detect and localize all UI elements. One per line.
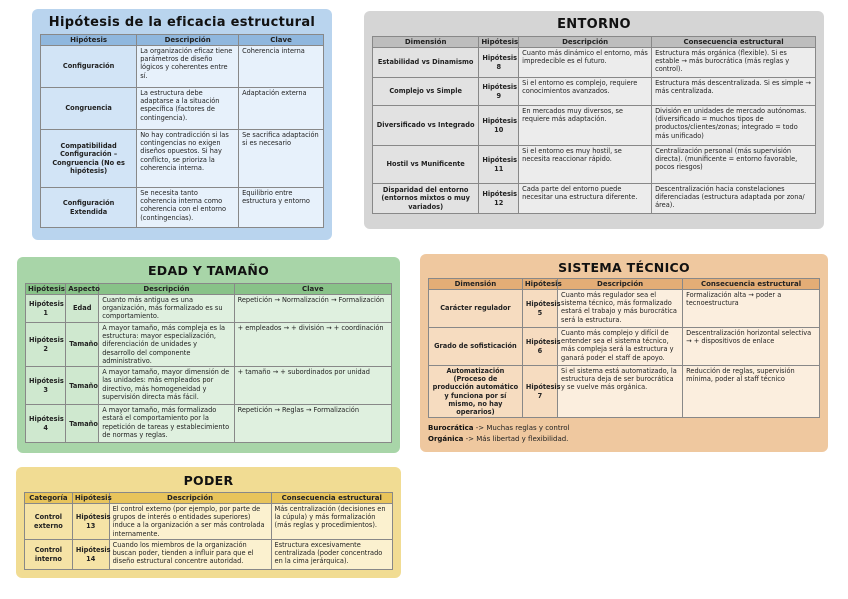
note-line [428,423,820,433]
row-label: Congruencia [41,88,137,130]
row-label: Hostil vs Munificente [373,146,479,184]
row-consequence: Más centralización (decisiones en la cúpula) y más formalización (más reglas y procedimientos). [271,504,392,540]
row-hypothesis: Hipótesis 14 [72,540,109,570]
entorno-title: ENTORNO [557,17,631,32]
col-header: Descripción [109,493,271,504]
hipotesis-card [32,9,332,240]
row-hypothesis: Hipótesis 12 [479,184,519,214]
poder-table [24,492,393,570]
col-header: Descripción [137,35,239,46]
row-consequence: Centralización personal (más supervisión directa). (munificente = entorno favorable, pocos riesgos) [652,146,816,184]
row-label: Diversificado vs Integrado [373,106,479,146]
row-description: La organización eficaz tiene parámetros de diseño lógicos y coherentes entre sí. [137,46,239,88]
col-header: Clave [234,284,391,295]
table-row [26,323,392,367]
row-label: Control interno [25,540,73,570]
note-line [428,434,820,444]
row-key: Coherencia interna [239,46,324,88]
row-hypothesis: Hipótesis 6 [522,328,557,366]
edad-card [17,257,400,453]
row-label: Estabilidad vs Dinamismo [373,48,479,78]
row-description: Se necesita tanto coherencia interna como coherencia con el entorno (contingencias). [137,188,239,228]
table-row [429,366,820,418]
sistema-notes [428,423,820,443]
poder-title: PODER [183,473,234,488]
col-header: Aspecto [66,284,99,295]
table-row [429,290,820,328]
row-label: Edad [66,295,99,323]
col-header: Descripción [519,37,652,48]
col-header: Hipótesis [26,284,66,295]
row-label: Complejo vs Simple [373,78,479,106]
table-row [373,48,816,78]
col-header: Descripción [99,284,234,295]
col-header: Descripción [558,279,683,290]
note-text: -> Muchas reglas y control [475,424,570,433]
row-key: Adaptación externa [239,88,324,130]
row-description: No hay contradicción si las contingencias no exigen diseños opuestos. Si hay conflicto, se prioriza la coherencia interna. [137,130,239,188]
note-text: -> Más libertad y flexibilidad. [465,434,569,443]
col-header: Consecuencia estructural [271,493,392,504]
row-hypothesis: Hipótesis 7 [522,366,557,418]
row-hypothesis: Hipótesis 13 [72,504,109,540]
col-header: Hipótesis [72,493,109,504]
row-label: Tamaño [66,323,99,367]
row-description: A mayor tamaño, más formalizado estará el comportamiento por la repetición de tareas y establecimiento de normas y reglas. [99,405,234,443]
table-row [41,188,324,228]
row-description: La estructura debe adaptarse a la situación específica (factores de contingencia). [137,88,239,130]
row-label: Configuración [41,46,137,88]
col-header: Consecuencia estructural [683,279,820,290]
note-term: Burocrática [428,424,474,433]
sistema-table [428,278,820,418]
row-description: Si el entorno es muy hostil, se necesita reaccionar rápido. [519,146,652,184]
table-row [41,46,324,88]
row-description: Cada parte del entorno puede necesitar una estructura diferente. [519,184,652,214]
row-hypothesis: Hipótesis 4 [26,405,66,443]
col-header: Dimensión [429,279,523,290]
table-row [41,130,324,188]
table-row [373,146,816,184]
row-label: Control externo [25,504,73,540]
row-key: Repetición → Normalización → Formalización [234,295,391,323]
note-term: Orgánica [428,434,464,443]
row-key: Equilibrio entre estructura y entorno [239,188,324,228]
edad-title: EDAD Y TAMAÑO [147,263,270,278]
table-row [26,295,392,323]
hipotesis-title: Hipótesis de la eficacia estructural [48,15,316,30]
row-hypothesis: Hipótesis 2 [26,323,66,367]
row-label: Disparidad del entorno (entornos mixtos o muy variados) [373,184,479,214]
table-row [41,88,324,130]
row-description: Cuanto más dinámico el entorno, más impredecible es el futuro. [519,48,652,78]
col-header: Categoría [25,493,73,504]
row-consequence: División en unidades de mercado autónomas. (diversificado = muchos tipos de productos/clientes/zonas; integrado = todo más unificado) [652,106,816,146]
entorno-table [372,36,816,214]
row-key: + tamaño → + subordinados por unidad [234,367,391,405]
row-key: + empleados → + división → + coordinación [234,323,391,367]
row-key: Repetición → Reglas → Formalización [234,405,391,443]
row-description: Cuando los miembros de la organización buscan poder, tienden a influir para que el diseño estructural concentre autoridad. [109,540,271,570]
col-header: Hipótesis [522,279,557,290]
row-label: Carácter regulador [429,290,523,328]
row-consequence: Reducción de reglas, supervisión mínima, poder al staff técnico [683,366,820,418]
col-header: Dimensión [373,37,479,48]
row-hypothesis: Hipótesis 8 [479,48,519,78]
row-consequence: Estructura más orgánica (flexible). Si es estable → más burocrática (más reglas y control). [652,48,816,78]
table-row [25,504,393,540]
sistema-card [420,254,828,452]
row-description: Cuanto más antigua es una organización, más formalizado es su comportamiento. [99,295,234,323]
row-consequence: Estructura más descentralizada. Si es simple → más centralizada. [652,78,816,106]
sistema-title: SISTEMA TÉCNICO [558,260,690,275]
row-hypothesis: Hipótesis 10 [479,106,519,146]
table-row [26,405,392,443]
row-label: Automatización (Proceso de producción automático y funciona por sí mismo, no hay operarios) [429,366,523,418]
row-description: Si el entorno es complejo, requiere conocimientos avanzados. [519,78,652,106]
row-label: Configuración Extendida [41,188,137,228]
row-label: Compatibilidad Configuración – Congruencia (No es hipótesis) [41,130,137,188]
row-hypothesis: Hipótesis 1 [26,295,66,323]
row-consequence: Descentralización horizontal selectiva → + dispositivos de enlace [683,328,820,366]
row-consequence: Estructura excesivamente centralizada (poder concentrado en la cima jerárquica). [271,540,392,570]
row-description: Si el sistema está automatizado, la estructura deja de ser burocrática y se vuelve más orgánica. [558,366,683,418]
row-description: Cuanto más regulador sea el sistema técnico, más formalizado estará el trabajo y más burocrática será la estructura. [558,290,683,328]
poder-card [16,467,401,578]
row-key: Se sacrifica adaptación si es necesario [239,130,324,188]
row-consequence: Descentralización hacia constelaciones diferenciadas (estructura adaptada por zona/área). [652,184,816,214]
row-consequence: Formalización alta → poder a tecnoestructura [683,290,820,328]
table-row [25,540,393,570]
col-header: Hipótesis [479,37,519,48]
row-description: El control externo (por ejemplo, por parte de grupos de interés o entidades superiores) induce a la organización a ser más controlada internamente. [109,504,271,540]
col-header: Hipótesis [41,35,137,46]
table-row [373,106,816,146]
row-label: Tamaño [66,405,99,443]
col-header: Clave [239,35,324,46]
table-row [373,184,816,214]
row-hypothesis: Hipótesis 9 [479,78,519,106]
row-description: A mayor tamaño, mayor dimensión de las unidades: más empleados por directivo, más homogeneidad y supervisión directa más fácil. [99,367,234,405]
entorno-card [364,11,824,229]
table-row [373,78,816,106]
table-row [26,367,392,405]
row-hypothesis: Hipótesis 11 [479,146,519,184]
row-description: A mayor tamaño, más compleja es la estructura: mayor especialización, diferenciación de unidades y desarrollo del componente administrativo. [99,323,234,367]
row-hypothesis: Hipótesis 5 [522,290,557,328]
row-description: En mercados muy diversos, se requiere más adaptación. [519,106,652,146]
table-row [429,328,820,366]
col-header: Consecuencia estructural [652,37,816,48]
hipotesis-table [40,34,324,228]
row-description: Cuanto más complejo y difícil de entender sea el sistema técnico, más compleja será la estructura y ganará poder el staff de apoyo. [558,328,683,366]
edad-table [25,283,392,443]
row-label: Grado de sofisticación [429,328,523,366]
row-hypothesis: Hipótesis 3 [26,367,66,405]
row-label: Tamaño [66,367,99,405]
